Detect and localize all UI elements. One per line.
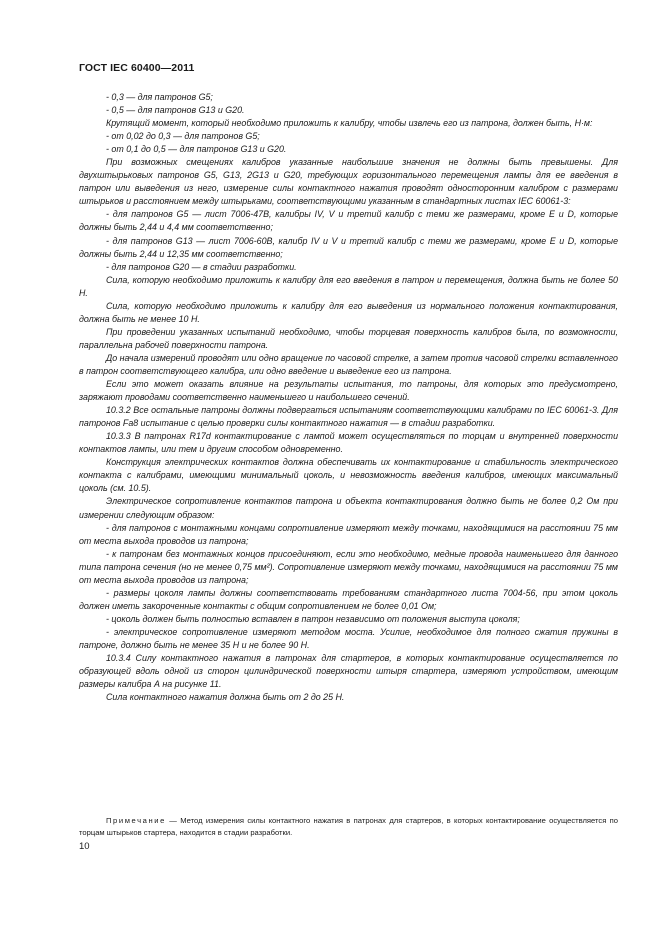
paragraph: Если это может оказать влияние на результаты испытания, то патроны, для которых это предусмотрено, заряжают проводами соответственно наименьшего и наибольшего сечений. <box>79 379 618 403</box>
paragraph: При возможных смещениях калибров указанные наибольшие значения не должны быть превышены. Для двухштырьковых патронов G5, G13, 2G13 и G20, требующих горизонтального перемещения лампы для ее введения в патрон или выведения из него, измерение силы контактного нажатия проводят односторонним калибром с размерами штырьков и расстоянием между штырьками, соответствующими указанным в стандартных листах IEC 60061-3: <box>79 157 618 207</box>
note-label: Примечание <box>106 816 166 825</box>
section-paragraph: 10.3.4 Силу контактного нажатия в патронах для стартеров, в которых контактирование осуществляется по образующей вдоль одной из сторон цилиндрической поверхности штыря стартера, измеряют устройством, имеющим размеры калибра А на рисунке 11. <box>79 653 618 690</box>
list-item: - 0,3 — для патронов G5; <box>106 92 213 102</box>
note <box>79 815 618 839</box>
section-paragraph: 10.3.2 Все остальные патроны должны подвергаться испытаниям соответствующими калибрами по IEC 60061-3. Для патронов Fa8 испытание с целью проверки силы контактного нажатия — в стадии разработки. <box>79 405 618 429</box>
list-item: - для патронов G20 — в стадии разработки. <box>106 261 297 272</box>
paragraph: Электрическое сопротивление контактов патрона и объекта контактирования должно быть не более 0,2 Ом при измерении следующим образом: <box>79 496 618 520</box>
list-item: - для патронов G5 — лист 7006-47В, калибры IV, V и третий калибр с теми же размерами, кроме Е и D, которые должны быть 2,44 и 4,4 мм соответственно; <box>79 209 618 233</box>
list-item: - от 0,02 до 0,3 — для патронов G5; <box>106 131 260 142</box>
paragraph: Сила, которую необходимо приложить к калибру для его введения в патрон и перемещения, должна быть не более 50 Н. <box>79 274 618 298</box>
list-item: - размеры цоколя лампы должны соответствовать требованиям стандартного листа 7004-56, при этом цоколь должен иметь закороченные контакты с общим сопротивлением не более 0,01 Ом; <box>79 587 618 611</box>
list-item: - к патронам без монтажных концов присоединяют, если это необходимо, медные провода наименьшего для данного типа патрона сечения (но не менее 0,75 мм²). Сопротивление измеряют между точками, находящимися на расстоянии 75 мм от места выхода проводов из патрона; <box>79 548 618 585</box>
note-text: — Метод измерения силы контактного нажатия в патронах для стартеров, в которых контактирование осуществляется по торцам штырьков стартера, находится в стадии разработки. <box>79 816 618 837</box>
list-item: - электрическое сопротивление измеряют методом моста. Усилие, необходимое для полного сжатия пружины в патроне, должно быть не менее 35 Н и не более 90 Н. <box>79 626 618 650</box>
paragraph: Сила, которую необходимо приложить к калибру для его выведения из нормального положения контактирования, должна быть не менее 10 Н. <box>79 300 618 324</box>
page-number: 10 <box>79 841 90 852</box>
list-item: - для патронов с монтажными концами сопротивление измеряют между точками, находящимися на расстоянии 75 мм от места выхода проводов из патрона; <box>79 522 618 546</box>
section-paragraph: 10.3.3 В патронах R17d контактирование с лампой может осуществляться по торцам и внутренней поверхности контактов лампы, или тем и другим способом одновременно. <box>79 431 618 455</box>
paragraph: Крутящий момент, который необходимо приложить к калибру, чтобы извлечь его из патрона, должен быть, Н·м: <box>106 118 593 129</box>
paragraph: Конструкция электрических контактов должна обеспечивать их контактирование и стабильность электрического контакта с калибрами, имеющими минимальный цоколь, и невозможность введения калибров, имеющих максимальный цоколь (см. 10.5). <box>79 457 618 494</box>
paragraph: При проведении указанных испытаний необходимо, чтобы торцевая поверхность калибров была, по возможности, параллельна рабочей поверхности патрона. <box>79 326 618 350</box>
list-item: - 0,5 — для патронов G13 и G20. <box>106 105 245 116</box>
document-header: ГОСТ IEC 60400—2011 <box>79 62 195 74</box>
paragraph: Сила контактного нажатия должна быть от 2 до 25 Н. <box>106 692 345 703</box>
list-item: - от 0,1 до 0,5 — для патронов G13 и G20. <box>106 144 287 155</box>
list-item: - для патронов G13 — лист 7006-60В, калибр IV и V и третий калибр с теми же размерами, кроме Е и D, которые должны быть 2,44 и 12,35 мм соответственно; <box>79 235 618 259</box>
document-body <box>79 91 618 704</box>
list-item: - цоколь должен быть полностью вставлен в патрон независимо от положения выступа цоколя; <box>106 613 520 624</box>
paragraph: До начала измерений проводят или одно вращение по часовой стрелке, а затем против часовой стрелки вставленного в патрон соответствующего калибра, или одно введение и выведение его из патрона. <box>79 352 618 376</box>
